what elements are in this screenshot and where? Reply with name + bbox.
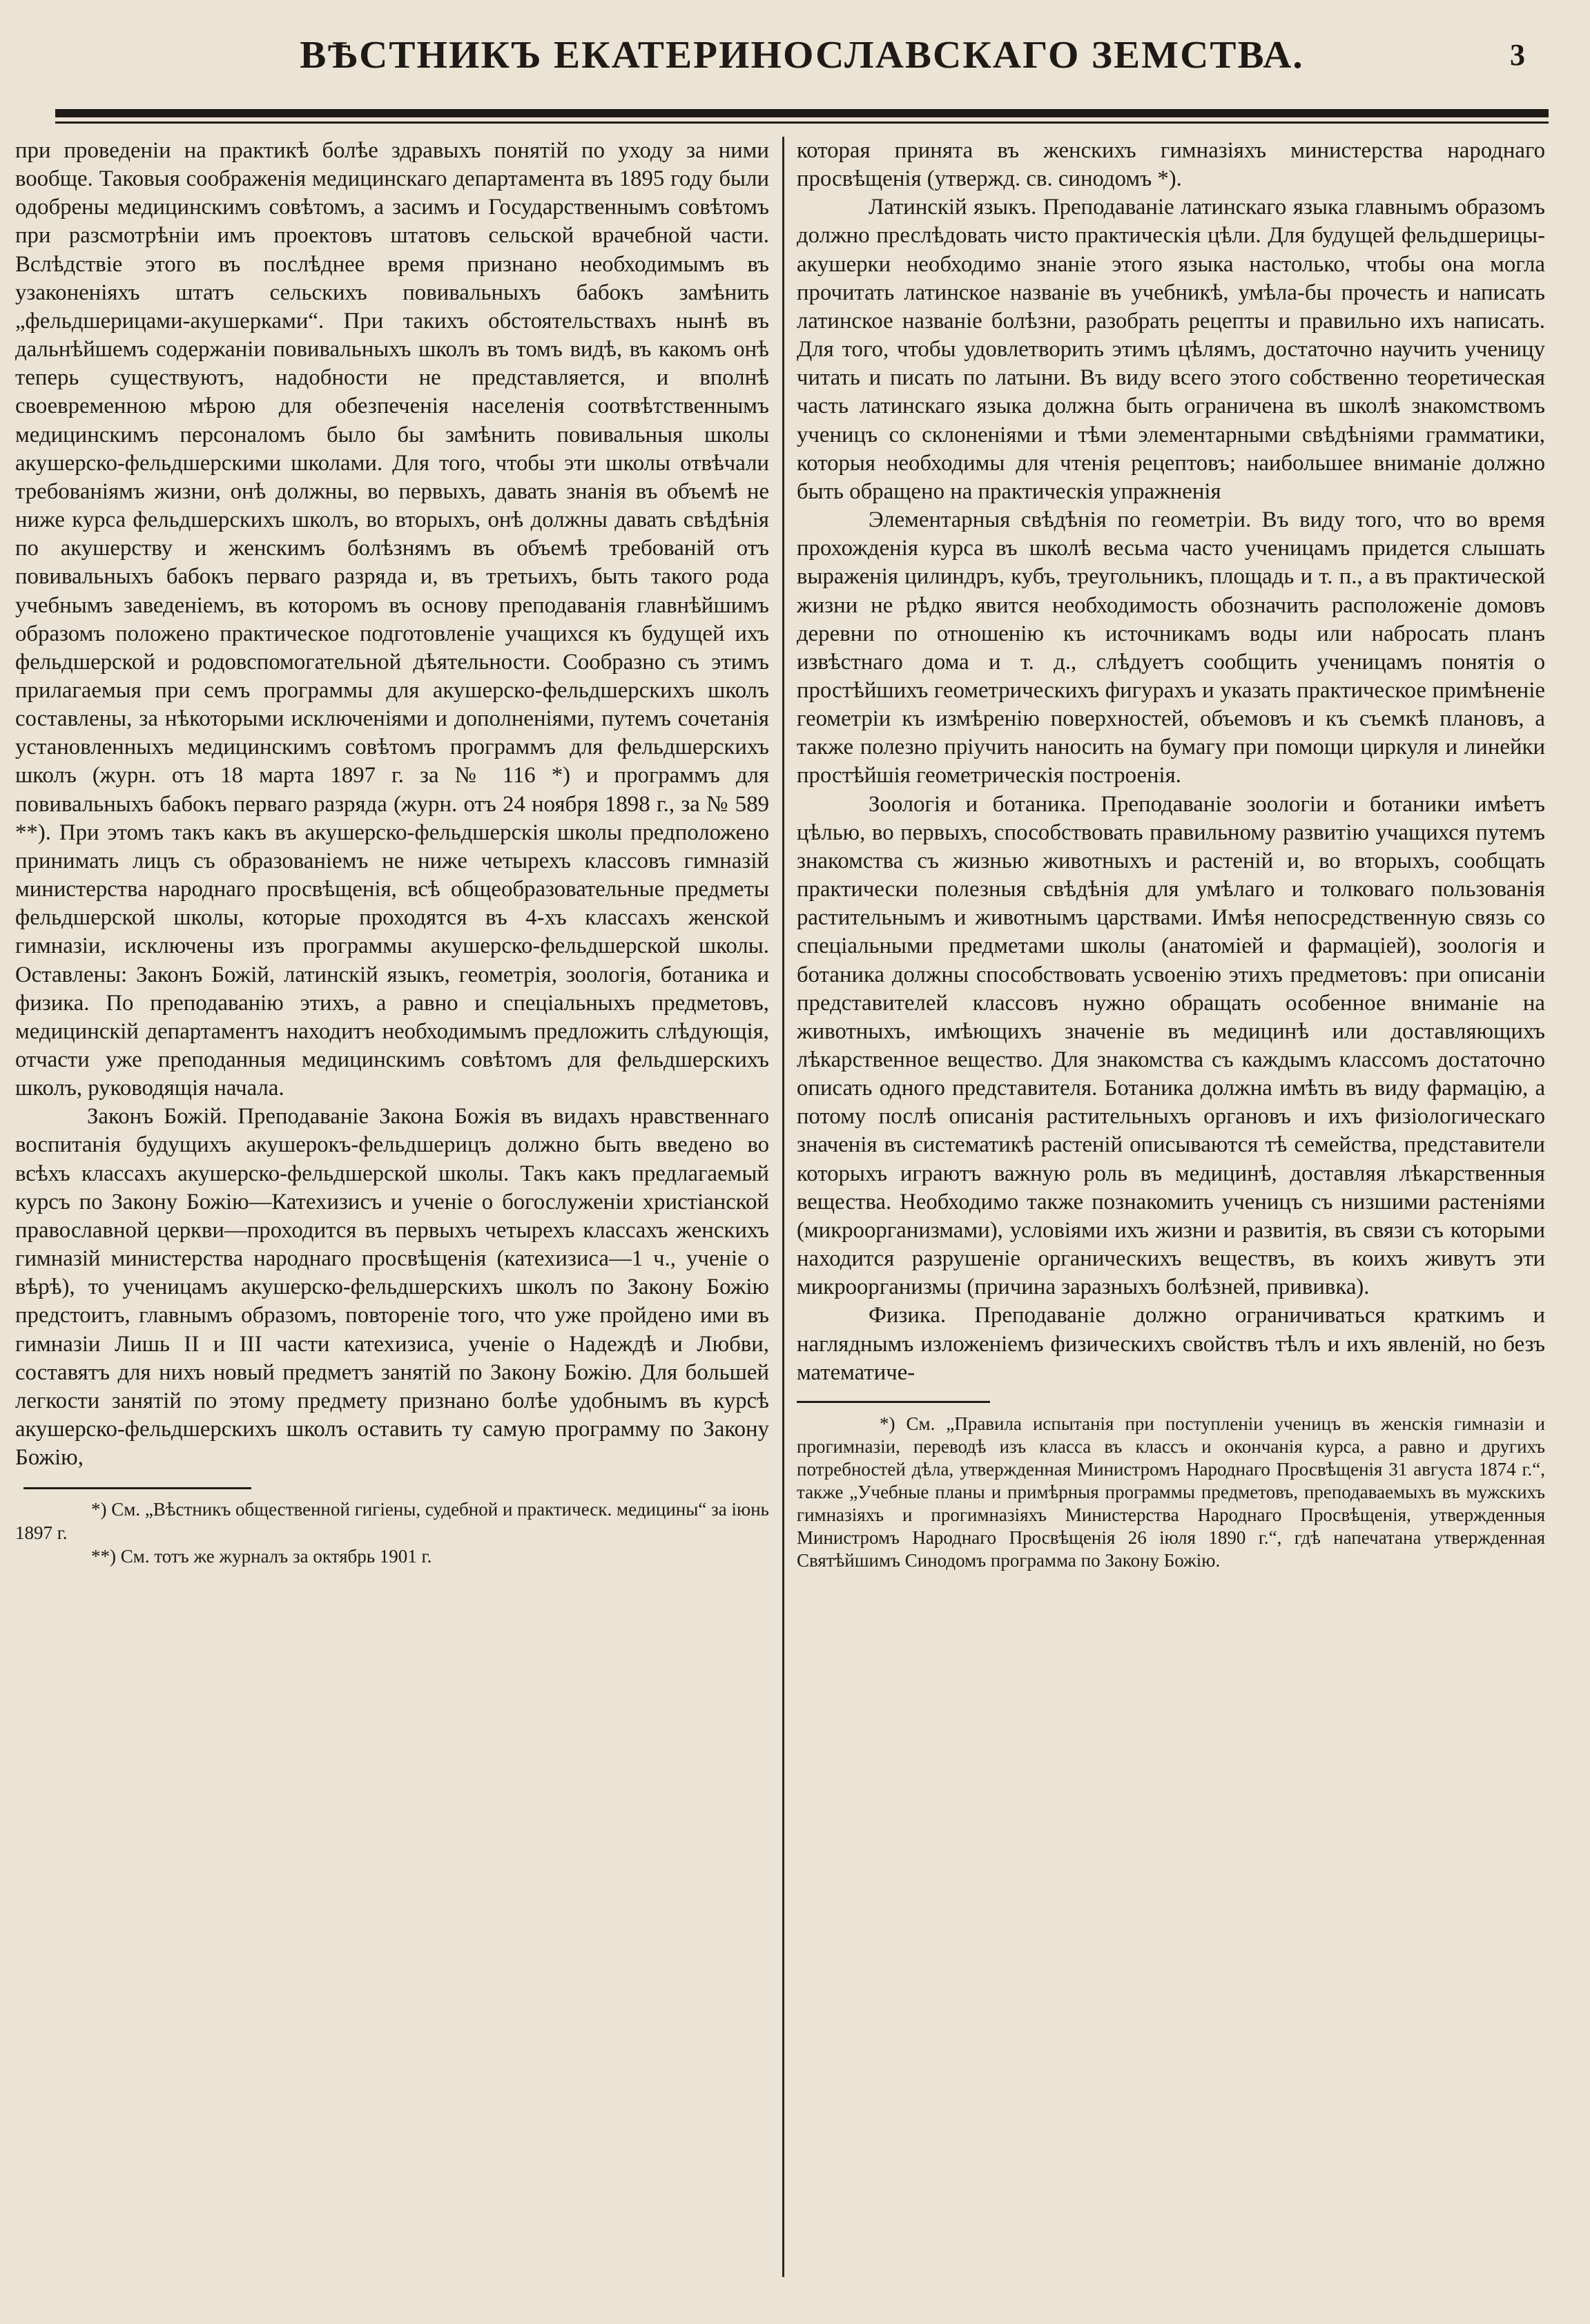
header-rule-thick (55, 109, 1549, 117)
column-divider (782, 137, 784, 2277)
page-number: 3 (1510, 38, 1525, 72)
left-footnote-2: **) См. тотъ же журналъ за октябрь 1901 г. (91, 1546, 432, 1567)
header-rule-thin (55, 122, 1549, 124)
left-column (15, 137, 769, 2291)
journal-title: ВѢСТНИКЪ ЕКАТЕРИНОСЛАВСКАГО ЗЕМСТВА. (300, 34, 1304, 77)
right-footnote-rule (797, 1401, 990, 1403)
right-paragraph-geometry: Элементарныя свѣдѣнiя по геометрiи. Въ виду того, что во время прохожденiя курса въ школѣ весьма часто ученицамъ придется слышать выраженiя цилиндръ, кубъ, треугольникъ, площадь и т. п., а въ практической жизни не рѣдко явится необходимость обозначить расположенiе домовъ деревни по отношенiю къ источникамъ воды или набросать планъ извѣстнаго дома и т. д., слѣдуетъ сообщить ученицамъ понятiя о простѣйшихъ геометрическихъ фигурахъ и указать практическое примѣненiе геометрiи къ измѣренiю поверхностей, объемовъ и къ съемкѣ плановъ, а также полезно прiучить наносить на бумагу при помощи циркуля и линейки простѣйшiя геометрическiя построенiя. (797, 507, 1545, 788)
right-paragraph-latin: Латинскiй языкъ. Преподаванiе латинскаго языка главнымъ образомъ должно преслѣдовать чисто практическiя цѣли. Для будущей фельдшерицы-акушерки необходимо знанiе этого языка настолько, чтобы она могла прочитать латинское названiе въ учебникѣ, умѣла-бы прочесть и написать латинское названiе болѣзни, разобрать рецепты и правильно ихъ написать. Для того, чтобы удовлетворить этимъ цѣлямъ, достаточно научить ученицу читать и писать по латыни. Въ виду всего этого собственно теоретическая часть латинскаго языка должна быть ограничена въ школѣ знакомствомъ ученицъ со склоненiями и тѣми элементарными свѣдѣнiями грамматики, которыя необходимы для чтенiя рецептовъ; наибольшее вниманiе должно быть обращено на практическiя упражненiя (797, 195, 1545, 504)
right-paragraph-continuation: которая принята въ женскихъ гимназiяхъ министерства народнаго просвѣщенiя (утвержд. св. синодомъ *). (797, 138, 1545, 192)
right-column (797, 137, 1545, 2291)
right-paragraph-physics: Физика. Преподаванiе должно ограничиваться краткимъ и нагляднымъ изложенiемъ физическихъ свойствъ тѣлъ и ихъ явленiй, но безъ математиче- (797, 1303, 1545, 1385)
page-header (55, 28, 1549, 90)
right-paragraph-zoology-botany: Зоологiя и ботаника. Преподаванiе зоологiи и ботаники имѣетъ цѣлью, во первыхъ, способствовать правильному развитiю учащихся путемъ знакомства съ жизнью животныхъ и растенiй и, во вторыхъ, сообщать практически полезныя свѣдѣнiя для умѣлаго и толковаго пользованiя растительнымъ и животнымъ царствами. Имѣя непосредственную связь со спецiальными предметами школы (анатомiей и фармацiей), зоологiя и ботаника должны способствовать усвоенiю этихъ предметовъ: при описанiи представителей классовъ нужно обращать особенное вниманiе на животныхъ, имѣющихъ значенiе въ медицинѣ или доставляющихъ лѣкарственное вещество. Для знакомства съ каждымъ классомъ достаточно описать одного представителя. Ботаника должна имѣть въ виду фармацiю, а потому послѣ описанiя растительныхъ органовъ и ихъ физiологическаго значенiя въ систематикѣ растенiй описываются тѣ семейства, представители которыхъ играютъ важную роль въ медицинѣ, доставляя лѣкарственныя вещества. Необходимо также познакомить ученицъ съ низшими растенiями (микроорганизмами), условiями ихъ жизни и развитiя, въ связи съ которыми находится разрушенiе органическихъ веществъ, въ коихъ живутъ эти микроорганизмы (причина заразныхъ болѣзней, прививка). (797, 791, 1545, 1300)
left-paragraph-1: при проведенiи на практикѣ болѣе здравыхъ понятiй по уходу за ними вообще. Таковыя соображенiя медицинскаго департамента въ 1895 году были одобрены медицинскимъ совѣтомъ, а засимъ и Государственнымъ совѣтомъ при разсмотрѣнiи имъ проектовъ штатовъ сельской врачебной части. Вслѣдствiе этого въ послѣднее время признано необходимымъ въ узаконенiяхъ штатъ сельскихъ повивальныхъ бабокъ замѣнить „фельдшерицами-акушерками“. При такихъ обстоятельствахъ нынѣ въ дальнѣйшемъ содержанiи повивальныхъ школъ въ томъ видѣ, въ какомъ онѣ теперь существуютъ, надобности не представляется, и вполнѣ своевременною мѣрою для обезпеченiя населенiя соотвѣтственнымъ медицинскимъ персоналомъ было бы замѣнить повивальныя школы акушерско-фельдшерскими школами. Для того, чтобы эти школы отвѣчали требованiямъ жизни, онѣ должны, во первыхъ, давать знанiя въ объемѣ не ниже курса фельдшерскихъ школъ, во вторыхъ, онѣ должны давать свѣдѣнiя по акушерству и женскимъ болѣзнямъ въ объемѣ требованiй отъ повивальныхъ бабокъ перваго разряда и, въ третьихъ, быть такого рода учебнымъ заведенiемъ, въ которомъ въ основу преподаванiя главнѣйшимъ образомъ положено практическое подготовленiе учащихся къ будущей ихъ фельдшерской и родовспомогательной дѣятельности. Сообразно съ этимъ прилагаемыя при семъ программы для акушерско-фельдшерскихъ школъ составлены, за нѣкоторыми исключенiями и дополненiями, путемъ сочетанiя установленныхъ медицинскимъ совѣтомъ программъ для фельдшерскихъ школъ (журн. отъ 18 марта 1897 г. за № 116 *) и программъ для повивальныхъ бабокъ перваго разряда (журн. отъ 24 ноября 1898 г., за № 589 **). При этомъ такъ какъ въ акушерско-фельдшерскiя школы предположено принимать лицъ съ образованiемъ не ниже четырехъ классовъ гимназiй министерства народнаго просвѣщенiя, всѣ общеобразовательные предметы фельдшерской школы, которые проходятся въ 4-хъ классахъ женской гимназiи, исключены изъ программы акушерско-фельдшерской школы. Оставлены: Законъ Божiй, латинскiй языкъ, геометрiя, зоологiя, ботаника и физика. По преподаванiю этихъ, а равно и спецiальныхъ предметовъ, медицинскiй департаментъ находитъ необходимымъ предложить слѣдующiя, отчасти уже преподанныя медицинскимъ совѣтомъ для фельдшерскихъ школъ, руководящiя начала. (15, 138, 769, 1101)
right-footnote-1: *) См. „Правила испытанiя при поступленiи ученицъ въ женскiя гимназiи и прогимназiи, переводѣ изъ класса въ классъ и окончанiя курса, а равно и другихъ потребностей дѣла, утвержденная Министромъ Народнаго Просвѣщенiя 31 августа 1874 г.“, также „Учебные планы и примѣрныя программы предметовъ, преподаваемыхъ въ мужскихъ гимназiяхъ и прогимназiяхъ Министерства Народнаго Просвѣщенiя, утвержденныя Министромъ Народнаго Просвѣщенiя 26 iюля 1890 г.“, гдѣ напечатана утвержденная Святѣйшимъ Синодомъ программа по Закону Божiю. (797, 1413, 1545, 1571)
left-footnote-rule (23, 1487, 251, 1489)
left-paragraph-law-of-god: Законъ Божiй. Преподаванiе Закона Божiя въ видахъ нравственнаго воспитанiя будущихъ акушерокъ-фельдшерицъ должно быть введено во всѣхъ классахъ акушерско-фельдшерской школы. Такъ какъ предлагаемый курсъ по Закону Божiю—Катехизисъ и ученiе о богослуженiи христiанской православной церкви—проходится въ первыхъ четырехъ классахъ женскихъ гимназiй министерства народнаго просвѣщенiя (катехизиса—1 ч., ученiе о вѣрѣ), то ученицамъ акушерско-фельдшерскихъ школъ по Закону Божiю предстоитъ, главнымъ образомъ, повторенiе того, что уже пройдено ими въ гимназiи Лишь II и III части катехизиса, ученiе о Надеждѣ и Любви, составятъ для нихъ новый предметъ занятiй по Закону Божiю. Для большей легкости занятiй по этому предмету признано болѣе удобнымъ въ курсѣ акушерско-фельдшерскихъ школъ оставить ту самую программу по Закону Божiю, (15, 1104, 769, 1471)
left-footnote-1: *) См. „Вѣстникъ общественной гигiены, судебной и практическ. медицины“ за iюнь 1897 г. (15, 1499, 769, 1544)
